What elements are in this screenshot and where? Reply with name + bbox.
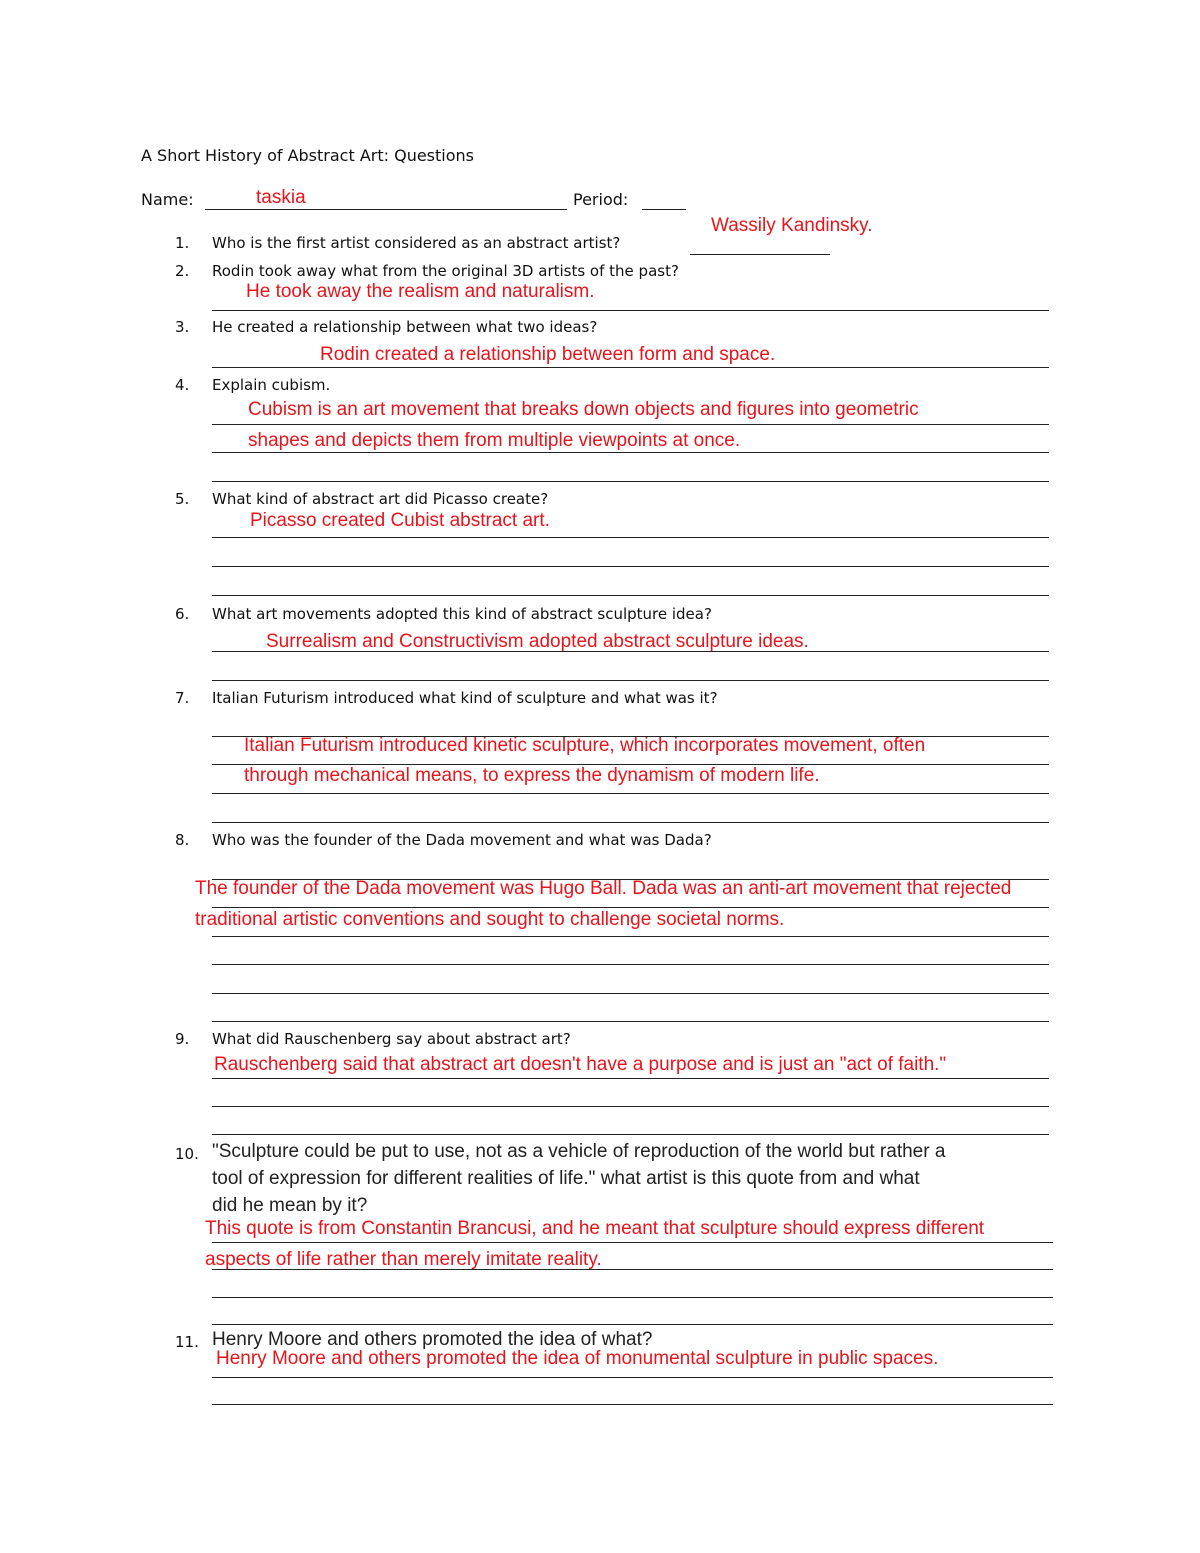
answer-line bbox=[212, 936, 1049, 937]
answer-line bbox=[212, 1269, 1053, 1270]
question-text: What art movements adopted this kind of abstract sculpture idea? bbox=[212, 605, 712, 623]
question-number: 6. bbox=[175, 605, 190, 623]
answer-line bbox=[212, 1324, 1053, 1325]
answer-text[interactable]: The founder of the Dada movement was Hugo Ball. Dada was an anti-art movement that rejected bbox=[195, 878, 1012, 899]
answer-text[interactable]: through mechanical means, to express the dynamism of modern life. bbox=[244, 765, 820, 786]
answer-line bbox=[212, 1404, 1053, 1405]
answer-text[interactable]: traditional artistic conventions and sought to challenge societal norms. bbox=[195, 909, 785, 930]
answer-text[interactable]: aspects of life rather than merely imitate reality. bbox=[205, 1249, 602, 1270]
name-label: Name: bbox=[141, 190, 194, 209]
question-text: "Sculpture could be put to use, not as a vehicle of reproduction of the world but rather a bbox=[212, 1141, 946, 1162]
answer-line bbox=[212, 1106, 1049, 1107]
answer-line bbox=[212, 452, 1049, 453]
answer-text[interactable]: Wassily Kandinsky. bbox=[711, 215, 873, 236]
worksheet-title: A Short History of Abstract Art: Questions bbox=[141, 146, 474, 165]
question-text: Who is the first artist considered as an abstract artist? bbox=[212, 234, 621, 252]
answer-line bbox=[212, 793, 1049, 794]
question-text: He created a relationship between what two ideas? bbox=[212, 318, 598, 336]
question-number: 11. bbox=[175, 1333, 199, 1351]
answer-text[interactable]: Rodin created a relationship between form and space. bbox=[320, 344, 776, 365]
question-number: 10. bbox=[175, 1145, 199, 1163]
period-field[interactable] bbox=[642, 209, 686, 210]
answer-line bbox=[212, 651, 1049, 652]
question-number: 4. bbox=[175, 376, 190, 394]
question-text: did he mean by it? bbox=[212, 1195, 368, 1216]
answer-line bbox=[212, 964, 1049, 965]
question-number: 2. bbox=[175, 262, 190, 280]
answer-line bbox=[212, 1078, 1049, 1079]
question-number: 8. bbox=[175, 831, 190, 849]
answer-line bbox=[212, 1377, 1053, 1378]
answer-line bbox=[212, 595, 1049, 596]
answer-text[interactable]: Henry Moore and others promoted the idea of monumental sculpture in public spaces. bbox=[216, 1348, 939, 1369]
question-text: Rodin took away what from the original 3D artists of the past? bbox=[212, 262, 679, 280]
answer-line bbox=[212, 907, 1049, 908]
answer-line bbox=[212, 367, 1049, 368]
question-number: 9. bbox=[175, 1030, 190, 1048]
question-number: 7. bbox=[175, 689, 190, 707]
question-text: What did Rauschenberg say about abstract art? bbox=[212, 1030, 571, 1048]
name-underline bbox=[205, 209, 567, 210]
answer-text[interactable]: He took away the realism and naturalism. bbox=[246, 281, 595, 302]
question-number: 1. bbox=[175, 234, 190, 252]
answer-text[interactable]: Italian Futurism introduced kinetic sculpture, which incorporates movement, often bbox=[244, 735, 926, 756]
answer-line bbox=[212, 481, 1049, 482]
answer-line bbox=[212, 1242, 1053, 1243]
question-text: tool of expression for different realities of life." what artist is this quote from and what bbox=[212, 1168, 920, 1189]
answer-line bbox=[212, 822, 1049, 823]
name-field[interactable]: taskia bbox=[256, 187, 306, 208]
answer-line bbox=[212, 566, 1049, 567]
answer-line bbox=[212, 680, 1049, 681]
question-text: Henry Moore and others promoted the idea of what? bbox=[212, 1329, 653, 1350]
question-text: Explain cubism. bbox=[212, 376, 331, 394]
answer-line bbox=[212, 537, 1049, 538]
answer-text[interactable]: This quote is from Constantin Brancusi, and he meant that sculpture should express different bbox=[205, 1218, 985, 1239]
answer-line bbox=[212, 1134, 1049, 1135]
answer-line bbox=[212, 424, 1049, 425]
question-number: 5. bbox=[175, 490, 190, 508]
answer-text[interactable]: Rauschenberg said that abstract art doesn't have a purpose and is just an "act of faith." bbox=[214, 1054, 947, 1075]
answer-text[interactable]: Cubism is an art movement that breaks down objects and figures into geometric bbox=[248, 399, 919, 420]
question-text: What kind of abstract art did Picasso create? bbox=[212, 490, 549, 508]
answer-text[interactable]: shapes and depicts them from multiple viewpoints at once. bbox=[248, 430, 741, 451]
answer-text[interactable]: Picasso created Cubist abstract art. bbox=[250, 510, 550, 531]
answer-line bbox=[690, 254, 830, 255]
answer-line bbox=[212, 993, 1049, 994]
answer-line bbox=[212, 310, 1049, 311]
question-number: 3. bbox=[175, 318, 190, 336]
answer-line bbox=[212, 1021, 1049, 1022]
question-text: Italian Futurism introduced what kind of sculpture and what was it? bbox=[212, 689, 718, 707]
period-label: Period: bbox=[573, 190, 629, 209]
answer-line bbox=[212, 1297, 1053, 1298]
question-text: Who was the founder of the Dada movement and what was Dada? bbox=[212, 831, 712, 849]
answer-text[interactable]: Surrealism and Constructivism adopted abstract sculpture ideas. bbox=[266, 631, 809, 652]
